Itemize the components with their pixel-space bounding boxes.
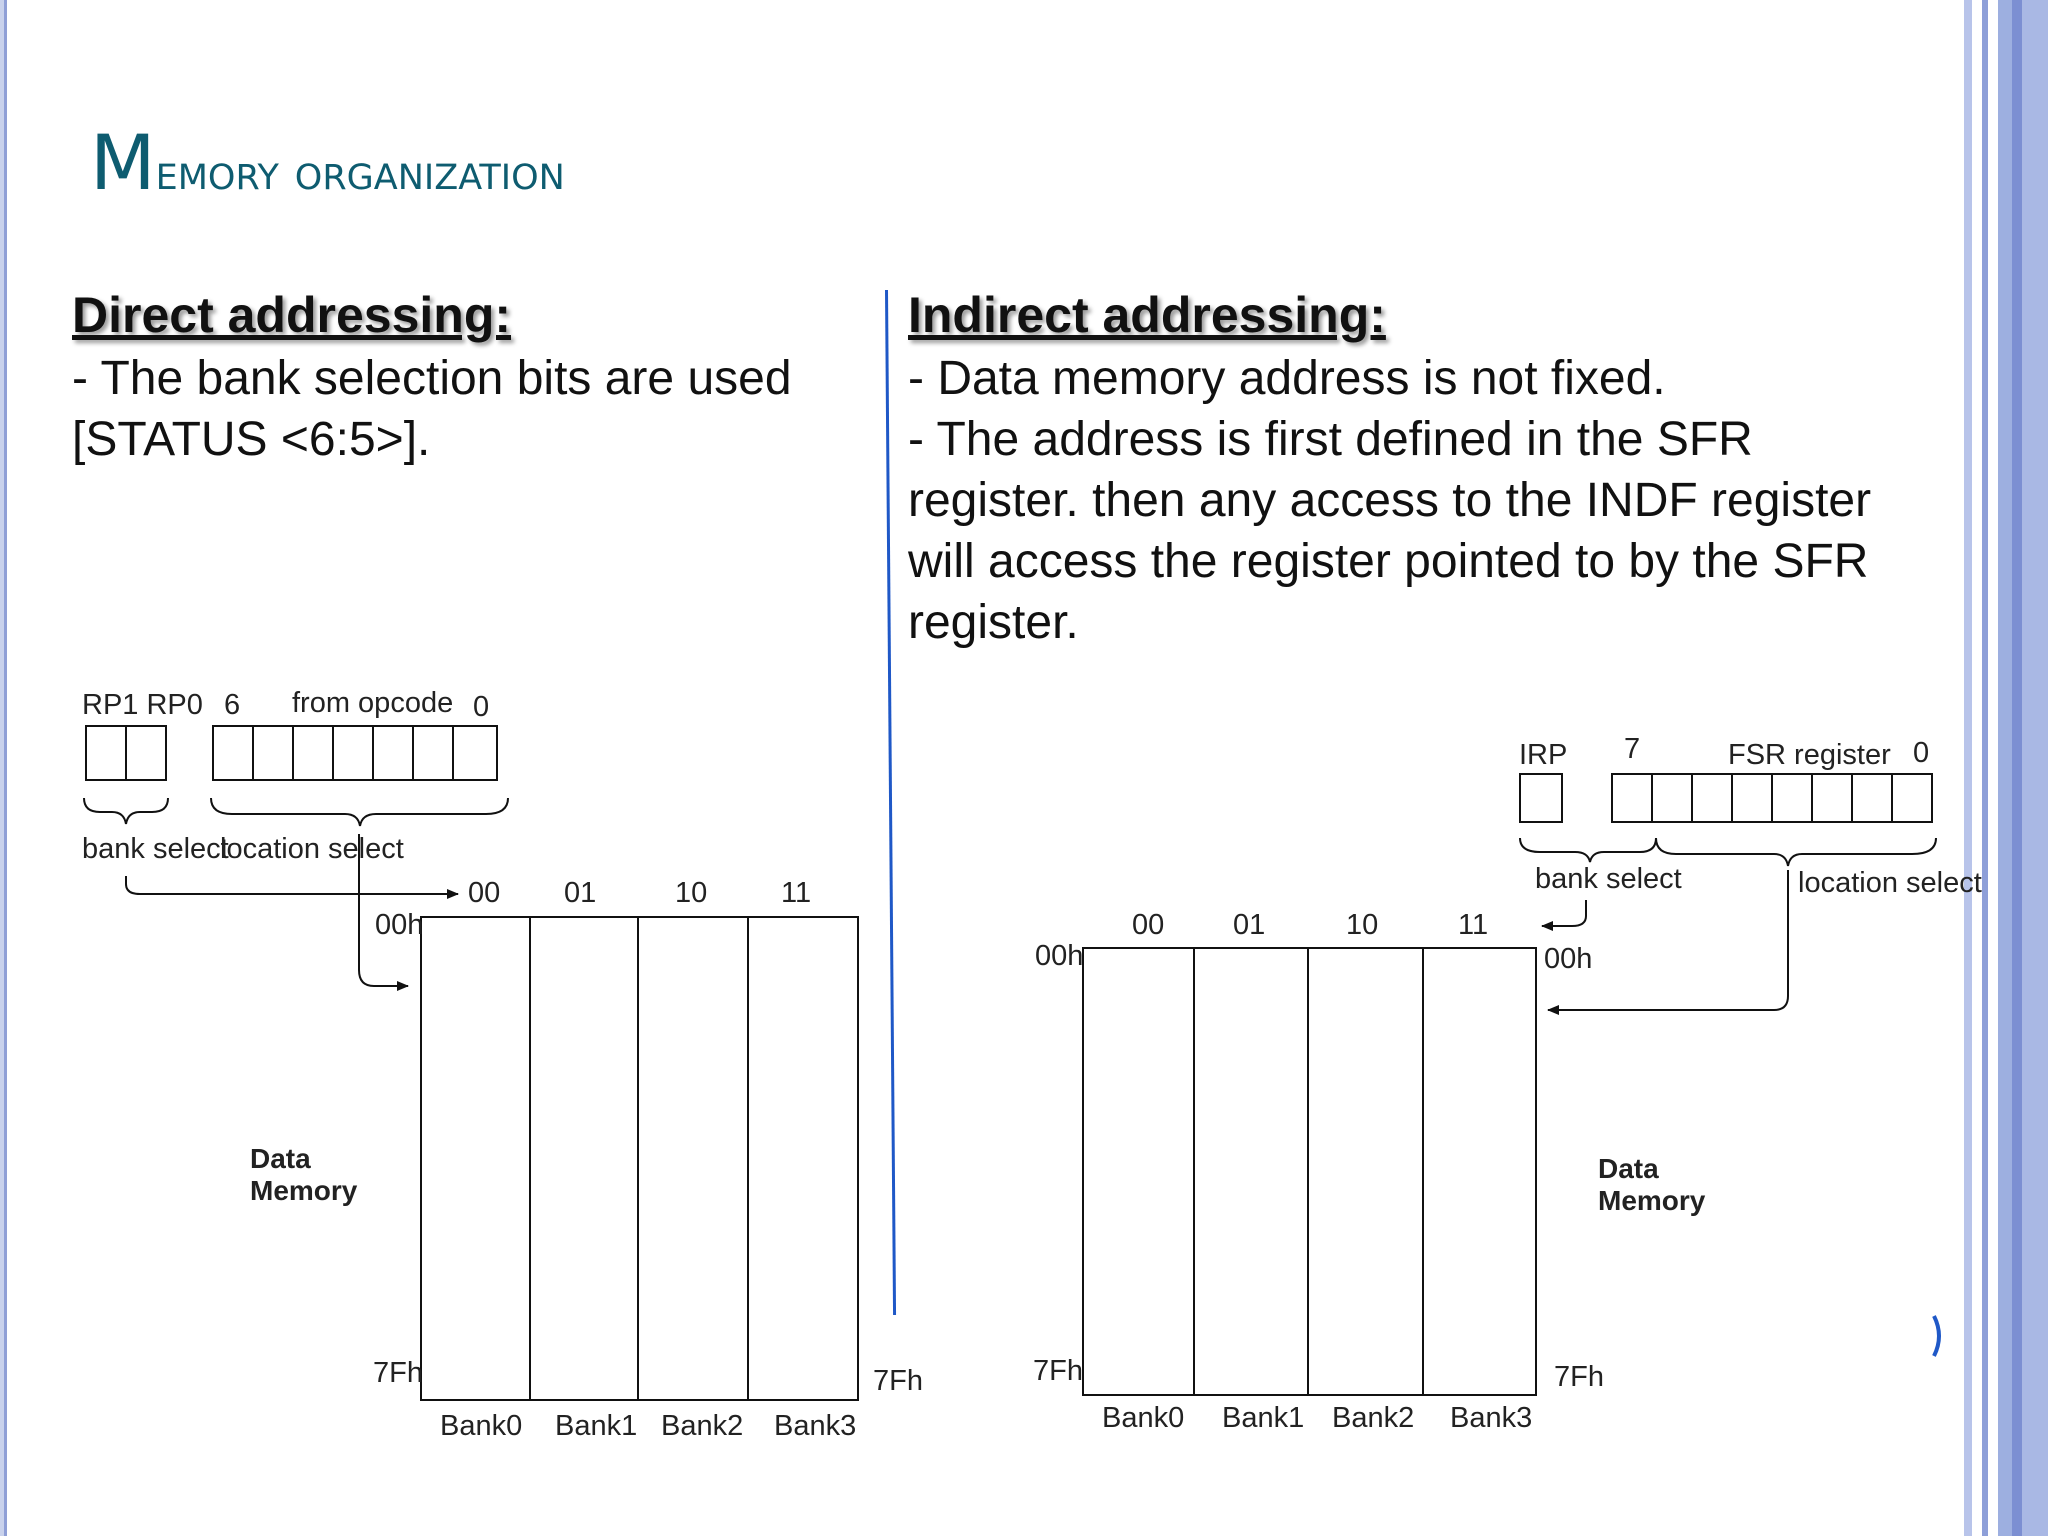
- column-code: 11: [781, 877, 812, 909]
- indirect-body-line: will access the register pointed to by the SFR: [908, 535, 1869, 588]
- location-select-label: location select: [220, 833, 404, 865]
- bit-low-label: 0: [473, 691, 490, 723]
- location-select-brace: [1656, 838, 1936, 866]
- bank-select-arrow: [1542, 900, 1586, 926]
- column-code: 00: [1132, 909, 1165, 941]
- irp-label: IRP: [1519, 739, 1568, 771]
- data-memory-label-line1: Data: [1598, 1153, 1659, 1184]
- location-select-label: location select: [1798, 867, 1982, 899]
- bank-label: Bank3: [1450, 1402, 1533, 1434]
- opcode-label: from opcode: [292, 687, 454, 719]
- data-memory-label-line1: Data: [250, 1143, 311, 1174]
- fsr-bit-boxes: [1612, 774, 1932, 822]
- title-initial: M: [90, 118, 156, 207]
- address-top-left-label: 00h: [1035, 940, 1084, 972]
- address-top-label: 00h: [375, 909, 424, 941]
- bank-select-brace: [1520, 838, 1656, 862]
- bank-label: Bank2: [661, 1410, 744, 1442]
- address-top-right-label: 00h: [1544, 943, 1593, 975]
- bank-select-label: bank select: [82, 833, 229, 865]
- column-code: 10: [675, 877, 708, 909]
- data-memory-label-line2: Memory: [250, 1175, 358, 1206]
- direct-body-line: - The bank selection bits are used: [72, 352, 792, 405]
- bank-label: Bank1: [555, 1410, 638, 1442]
- bank-label: Bank1: [1222, 1402, 1305, 1434]
- column-code: 01: [1233, 909, 1266, 941]
- bit-low-label: 0: [1913, 737, 1930, 769]
- direct-heading: Direct addressing:: [72, 287, 512, 343]
- rp-bits-label: RP1 RP0: [82, 689, 203, 721]
- indirect-body-line: - Data memory address is not fixed.: [908, 352, 1666, 405]
- bit-high-label: 6: [224, 689, 241, 721]
- address-bottom-left-label: 7Fh: [1033, 1355, 1083, 1387]
- address-bottom-label: 7Fh: [373, 1357, 423, 1389]
- column-code: 11: [1458, 909, 1489, 941]
- data-memory-label-line2: Memory: [1598, 1185, 1706, 1216]
- indirect-memory-grid: [1083, 948, 1536, 1395]
- bit-high-label: 7: [1624, 733, 1641, 765]
- fsr-register-label: FSR register: [1728, 739, 1891, 771]
- indirect-heading: Indirect addressing:: [908, 287, 1386, 343]
- bank-label: Bank3: [774, 1410, 857, 1442]
- address-bottom-right-label: 7Fh: [1554, 1361, 1604, 1393]
- column-code: 10: [1346, 909, 1379, 941]
- column-code: 00: [468, 877, 501, 909]
- bank-select-label: bank select: [1535, 863, 1682, 895]
- indirect-body-line: register.: [908, 596, 1079, 649]
- partial-blue-mark: [1928, 1312, 1952, 1360]
- direct-body-line: [STATUS <6:5>].: [72, 413, 431, 466]
- indirect-body-line: register. then any access to the INDF register: [908, 474, 1872, 527]
- irp-bit-box: [1520, 774, 1562, 822]
- address-bottom-right-label: 7Fh: [873, 1365, 923, 1397]
- indirect-body-line: - The address is first defined in the SFR: [908, 413, 1753, 466]
- bank-label: Bank0: [440, 1410, 523, 1442]
- column-code: 01: [564, 877, 597, 909]
- bank-label: Bank0: [1102, 1402, 1185, 1434]
- title-rest: emory organization: [155, 143, 565, 201]
- bank-label: Bank2: [1332, 1402, 1415, 1434]
